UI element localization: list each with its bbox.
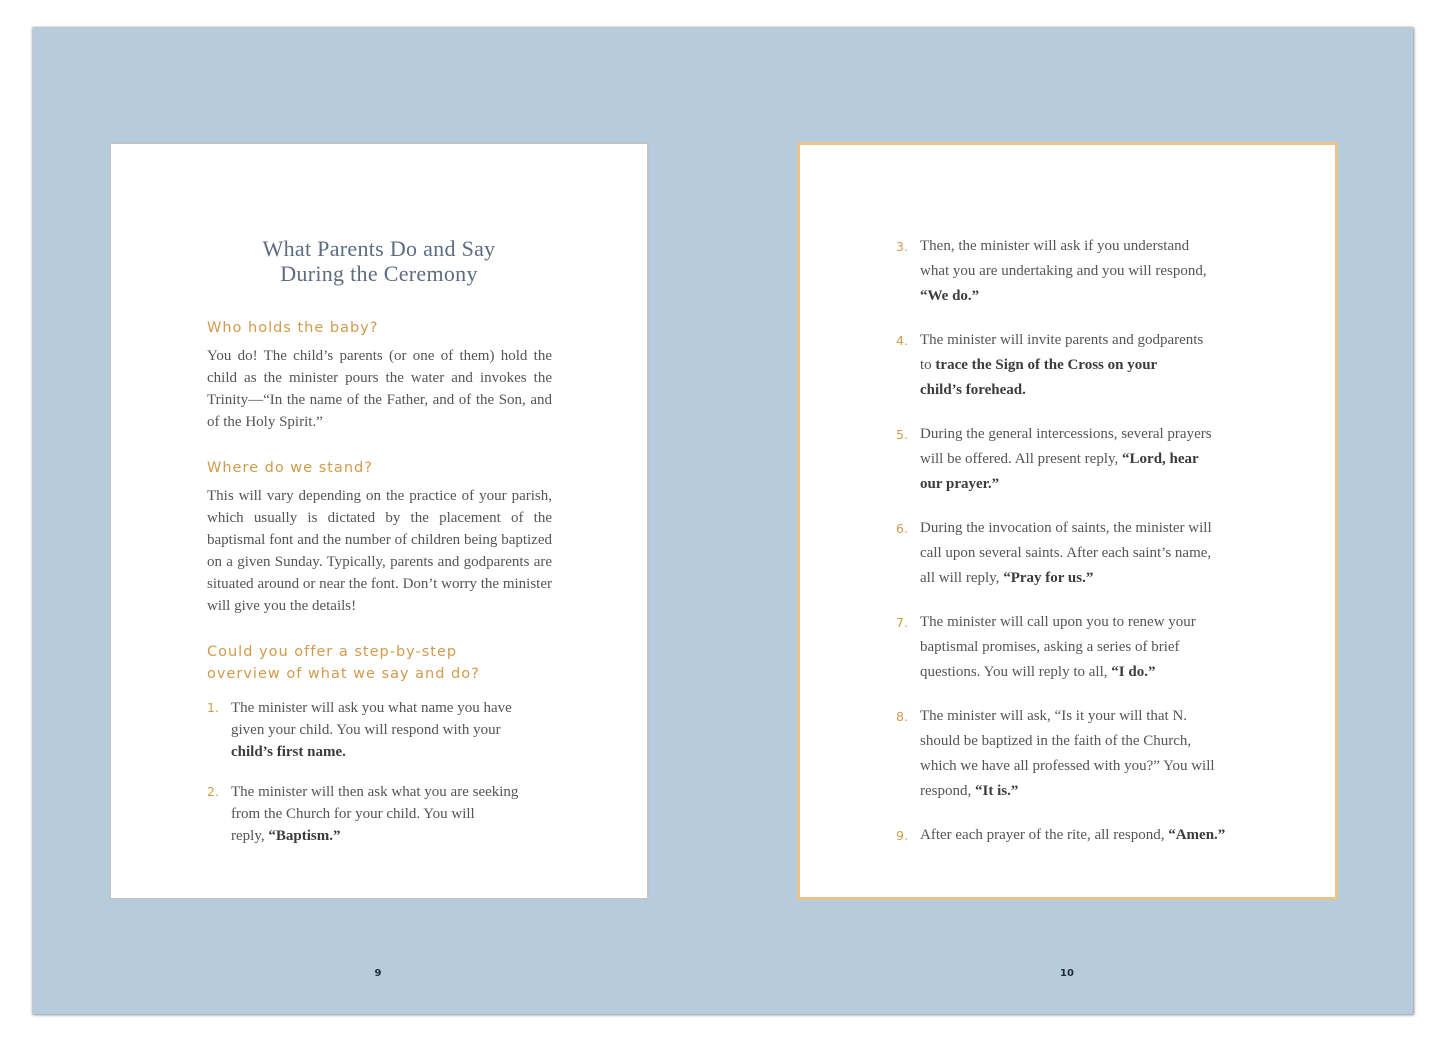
step-line: The minister will ask, “Is it your will that N. [920, 708, 1188, 724]
step-number: 5. [896, 427, 908, 442]
step-line: baptismal promises, asking a series of brief [920, 639, 1180, 655]
step-line: what you are undertaking and you will respond, [920, 263, 1207, 279]
heading-step-by-step [207, 641, 480, 685]
step-text [920, 516, 1212, 591]
book-spread [33, 28, 1413, 1014]
step-text [920, 823, 1280, 848]
step-line: During the invocation of saints, the minister will [920, 520, 1212, 536]
step-response: trace the Sign of the Cross on your [935, 357, 1158, 373]
step-response: “It is.” [975, 783, 1019, 799]
step-line: will be offered. All present reply, [920, 451, 1123, 467]
page-number-right: 10 [1060, 968, 1074, 979]
step-line: The minister will ask you what name you have [231, 700, 512, 716]
step-line: During the general intercessions, several prayers [920, 426, 1212, 442]
step-line: The minister will invite parents and godparents [920, 332, 1204, 348]
step-line: should be baptized in the faith of the Church, [920, 733, 1192, 749]
paragraph-where-do-we-stand: This will vary depending on the practice of your parish, which usually is dictated by the placement of the baptismal font and the number of children being baptized on a given Sunday. Typically, parents and godparents are situated around or near the font. Don’t worry the minister will give you the details! [207, 488, 552, 614]
step-line: Then, the minister will ask if you understand [920, 238, 1190, 254]
step-number: 1. [207, 700, 219, 715]
step-text [920, 328, 1203, 403]
right-page [797, 142, 1338, 900]
step-number: 7. [896, 615, 908, 630]
step-number: 6. [896, 521, 908, 536]
step-line: questions. You will reply to all, [920, 664, 1112, 680]
step-number: 8. [896, 709, 908, 724]
paragraph-who-holds-baby: You do! The child’s parents (or one of them) hold the child as the minister pours the water and invokes the Trinity—“In the name of the Father, and of the Son, and of the Holy Spirit.” [207, 348, 552, 430]
heading-line-1: Could you offer a step-by-step [207, 644, 458, 660]
title-line-2: During the Ceremony [280, 261, 478, 286]
title-line-1: What Parents Do and Say [262, 236, 496, 261]
page-title [111, 236, 647, 286]
step-response: “Pray for us.” [1003, 570, 1094, 586]
step-response: “I do.” [1111, 664, 1156, 680]
step-response: “We do.” [920, 288, 980, 304]
step-line: respond, [920, 783, 975, 799]
step-line: reply, [231, 828, 269, 844]
step-text [920, 422, 1212, 497]
step-line: The minister will then ask what you are seeking [231, 784, 519, 800]
step-text [920, 610, 1196, 685]
step-number: 3. [896, 239, 908, 254]
step-number: 9. [896, 828, 908, 843]
step-response: child’s first name. [231, 744, 346, 760]
step-response: child’s forehead. [920, 382, 1026, 398]
step-line: which we have all professed with you?” You will [920, 758, 1215, 774]
step-text [920, 704, 1215, 804]
step-text [231, 781, 518, 847]
heading-who-holds-baby: Who holds the baby? [207, 320, 379, 336]
step-text [231, 697, 512, 763]
heading-line-2: overview of what we say and do? [207, 666, 480, 682]
step-response: “Lord, hear [1122, 451, 1199, 467]
step-line: After each prayer of the rite, all respond, [920, 827, 1169, 843]
step-line: given your child. You will respond with your [231, 722, 501, 738]
left-page [109, 142, 649, 900]
step-line: to [920, 357, 936, 373]
step-response: “Baptism.” [268, 828, 341, 844]
step-line: all will reply, [920, 570, 1004, 586]
step-line: The minister will call upon you to renew your [920, 614, 1196, 630]
step-text [920, 234, 1207, 309]
step-line: call upon several saints. After each saint’s name, [920, 545, 1212, 561]
step-number: 2. [207, 784, 219, 799]
heading-where-do-we-stand: Where do we stand? [207, 460, 373, 476]
step-response: our prayer.” [920, 476, 1000, 492]
step-number: 4. [896, 333, 908, 348]
step-line: from the Church for your child. You will [231, 806, 475, 822]
page-number-left: 9 [374, 968, 382, 979]
step-response: “Amen.” [1168, 827, 1226, 843]
